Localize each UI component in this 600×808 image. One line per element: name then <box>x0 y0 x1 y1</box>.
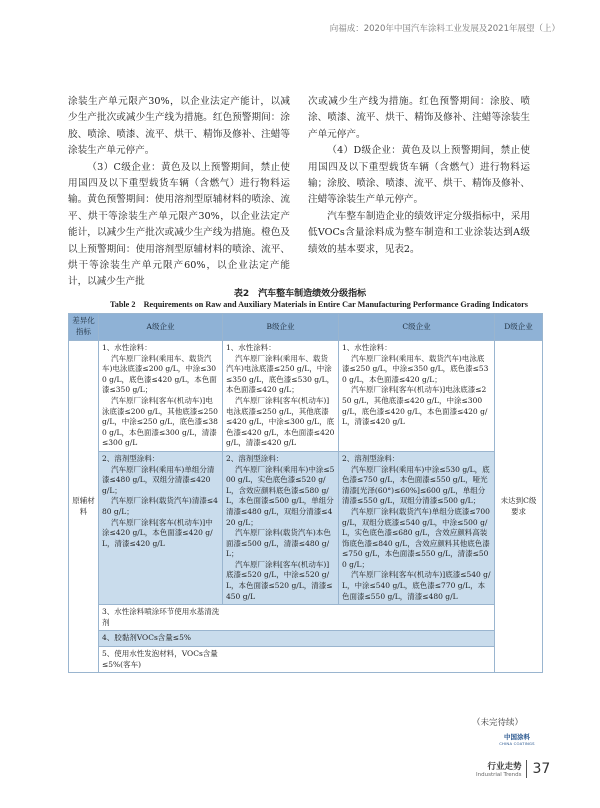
right-text-column <box>308 94 530 258</box>
header-grade-d: D级企业 <box>495 314 543 341</box>
body-paragraph: （3）C级企业：黄色及以上预警期间，禁止使用国四及以下重型载货车辆（含燃气）进行物料运输。黄色预警期间：使用溶剂型原辅材料的喷涂、流平、烘干等涂装生产单元限产30%，以企业法定产能计，以减少生产批次或减少生产线为措施。橙色及以上预警期间：使用溶剂型原辅材料的喷涂、流平、烘干等涂装生产单元限产60%，以企业法定产能计，以减少生产批 <box>68 161 290 288</box>
page-footer <box>476 760 550 778</box>
header-grade-a: A级企业 <box>99 314 223 341</box>
table-row <box>69 631 543 647</box>
china-coatings-logo: 中国涂料 CHINA COATINGS <box>499 733 535 746</box>
table-row <box>69 341 543 452</box>
header-grade-c: C级企业 <box>339 314 495 341</box>
grade-a-cell: 2、溶剂型涂料： 汽车原厂涂料(乘用车)单组分清漆≤480 g/L，双组分清漆≤420 g/L； 汽车原厂涂料(载货汽车)清漆≤480 g/L； 汽车原厂涂料[客车(机动车)]中涂≤420 g/L，本色面漆≤420 g/L，清漆≤420 g/L <box>99 451 223 604</box>
body-paragraph: 汽车整车制造企业的绩效评定分级指标中，采用低VOCs含量涂料成为整车制造和工业涂装达到A级绩效的基本要求，见表2。 <box>308 210 530 255</box>
grade-d-cell: 未达到C级要求 <box>495 341 543 673</box>
section-label: 行业走势 Industrial Trends <box>476 760 527 778</box>
body-paragraph: 次或减少生产线为措施。红色预警期间：涂胶、喷涂、喷漆、流平、烘干、精饰及修补、注蜡等涂装生产单元停产。 <box>308 96 530 140</box>
header-indicator: 差异化指标 <box>69 314 99 341</box>
grading-table <box>68 313 543 673</box>
left-text-column <box>68 94 290 291</box>
table-row <box>69 451 543 604</box>
table-title-cn: 表2 汽车整车制造绩效分级指标 <box>233 289 367 299</box>
grade-a-cell: 1、水性涂料： 汽车原厂涂料(乘用车、载货汽车)电泳底漆≤200 g/L，中涂≤300 g/L，底色漆≤420 g/L，本色面漆≤350 g/L； 汽车原厂涂料[客车(机动车)]电泳底漆≤200 g/L，其他底漆≤250 g/L，中涂≤250 g/L，底色漆≤380 g/L，本色面漆≤300 g/L，清漆≤300 g/L <box>99 341 223 452</box>
table-title-en: Table 2 Requirements on Raw and Auxiliary Materials in Entire Car Manufacturing Performance Grading Indicators <box>110 300 528 309</box>
running-header: 向福成：2020年中国汽车涂料工业发展及2021年展望（上） <box>329 24 560 34</box>
grade-b-cell: 1、水性涂料： 汽车原厂涂料(乘用车、载货汽车)电泳底漆≤250 g/L，中涂≤350 g/L，底色漆≤530 g/L，本色面漆≤420 g/L； 汽车原厂涂料[客车(机动车)]电泳底漆≤250 g/L，其他底漆≤420 g/L，中涂≤300 g/L，底色漆≤420 g/L，本色面漆≤420 g/L，清漆≤420 g/L <box>223 341 339 452</box>
grade-b-cell: 2、溶剂型涂料： 汽车原厂涂料(乘用车)中涂≤500 g/L，实色底色漆≤520 g/L，含效应颜料底色漆≤580 g/L，本色面漆≤500 g/L，单组分清漆≤480 g/L，双组分清漆≤420 g/L； 汽车原厂涂料(载货汽车)本色面漆≤500 g/L，清漆≤480 g/L； 汽车原厂涂料[客车(机动车)]底漆≤520 g/L，中涂≤520 g/L，本色面漆≤520 g/L，清漆≤450 g/L <box>223 451 339 604</box>
page-number: 37 <box>532 761 551 777</box>
body-paragraph: （4）D级企业：黄色及以上预警期间，禁止使用国四及以下重型载货车辆（含燃气）进行物料运输；涂胶、喷涂、喷漆、流平、烘干、精饰及修补、注蜡等涂装生产单元停产。 <box>308 145 530 206</box>
table-row <box>69 647 543 673</box>
continued-note: （未完待续） <box>472 718 524 728</box>
grade-c-cell: 1、水性涂料： 汽车原厂涂料(乘用车、载货汽车)电泳底漆≤250 g/L，中涂≤350 g/L，底色漆≤530 g/L，本色面漆≤420 g/L； 汽车原厂涂料[客车(机动车)]电泳底漆≤250 g/L，其他底漆≤420 g/L，中涂≤300 g/L，底色漆≤420 g/L，本色面漆≤420 g/L，清漆≤420 g/L <box>339 341 495 452</box>
requirement-cell: 3、水性涂料喷涂环节使用水基清洗剂 <box>99 605 495 631</box>
header-grade-b: B级企业 <box>223 314 339 341</box>
table-header-row <box>69 314 543 341</box>
body-paragraph: 涂装生产单元限产30%，以企业法定产能计，以减少生产批次或减少生产线为措施。红色预警期间：涂胶、喷涂、喷漆、流平、烘干、精饰及修补、注蜡等涂装生产单元停产。 <box>68 96 290 157</box>
table-row <box>69 605 543 631</box>
requirement-cell: 5、使用水性发泡材料，VOCs含量≤5%(客车) <box>99 647 495 673</box>
grade-c-cell: 2、溶剂型涂料： 汽车原厂涂料(乘用车)中涂≤530 g/L，底色漆≤750 g/L，本色面漆≤550 g/L，哑光清漆[光泽(60°)≤60%]≤600 g/L，单组分清漆≤550 g/L，双组分清漆≤500 g/L； 汽车原厂涂料(载货汽车)单组分底漆≤700 g/L，双组分底漆≤540 g/L，中涂≤500 g/L，实色底色漆≤680 g/L，含效应颜料高装饰底色漆≤840 g/L，含效应颜料其他底色漆≤750 g/L，本色面漆≤550 g/L，清漆≤500 g/L； 汽车原厂涂料[客车(机动车)]底漆≤540 g/L，中涂≤540 g/L，底色漆≤770 g/L，本色面漆≤550 g/L，清漆≤480 g/L <box>339 451 495 604</box>
category-cell: 原辅材料 <box>69 341 99 673</box>
requirement-cell: 4、胶黏剂VOCs含量≤5% <box>99 631 495 647</box>
